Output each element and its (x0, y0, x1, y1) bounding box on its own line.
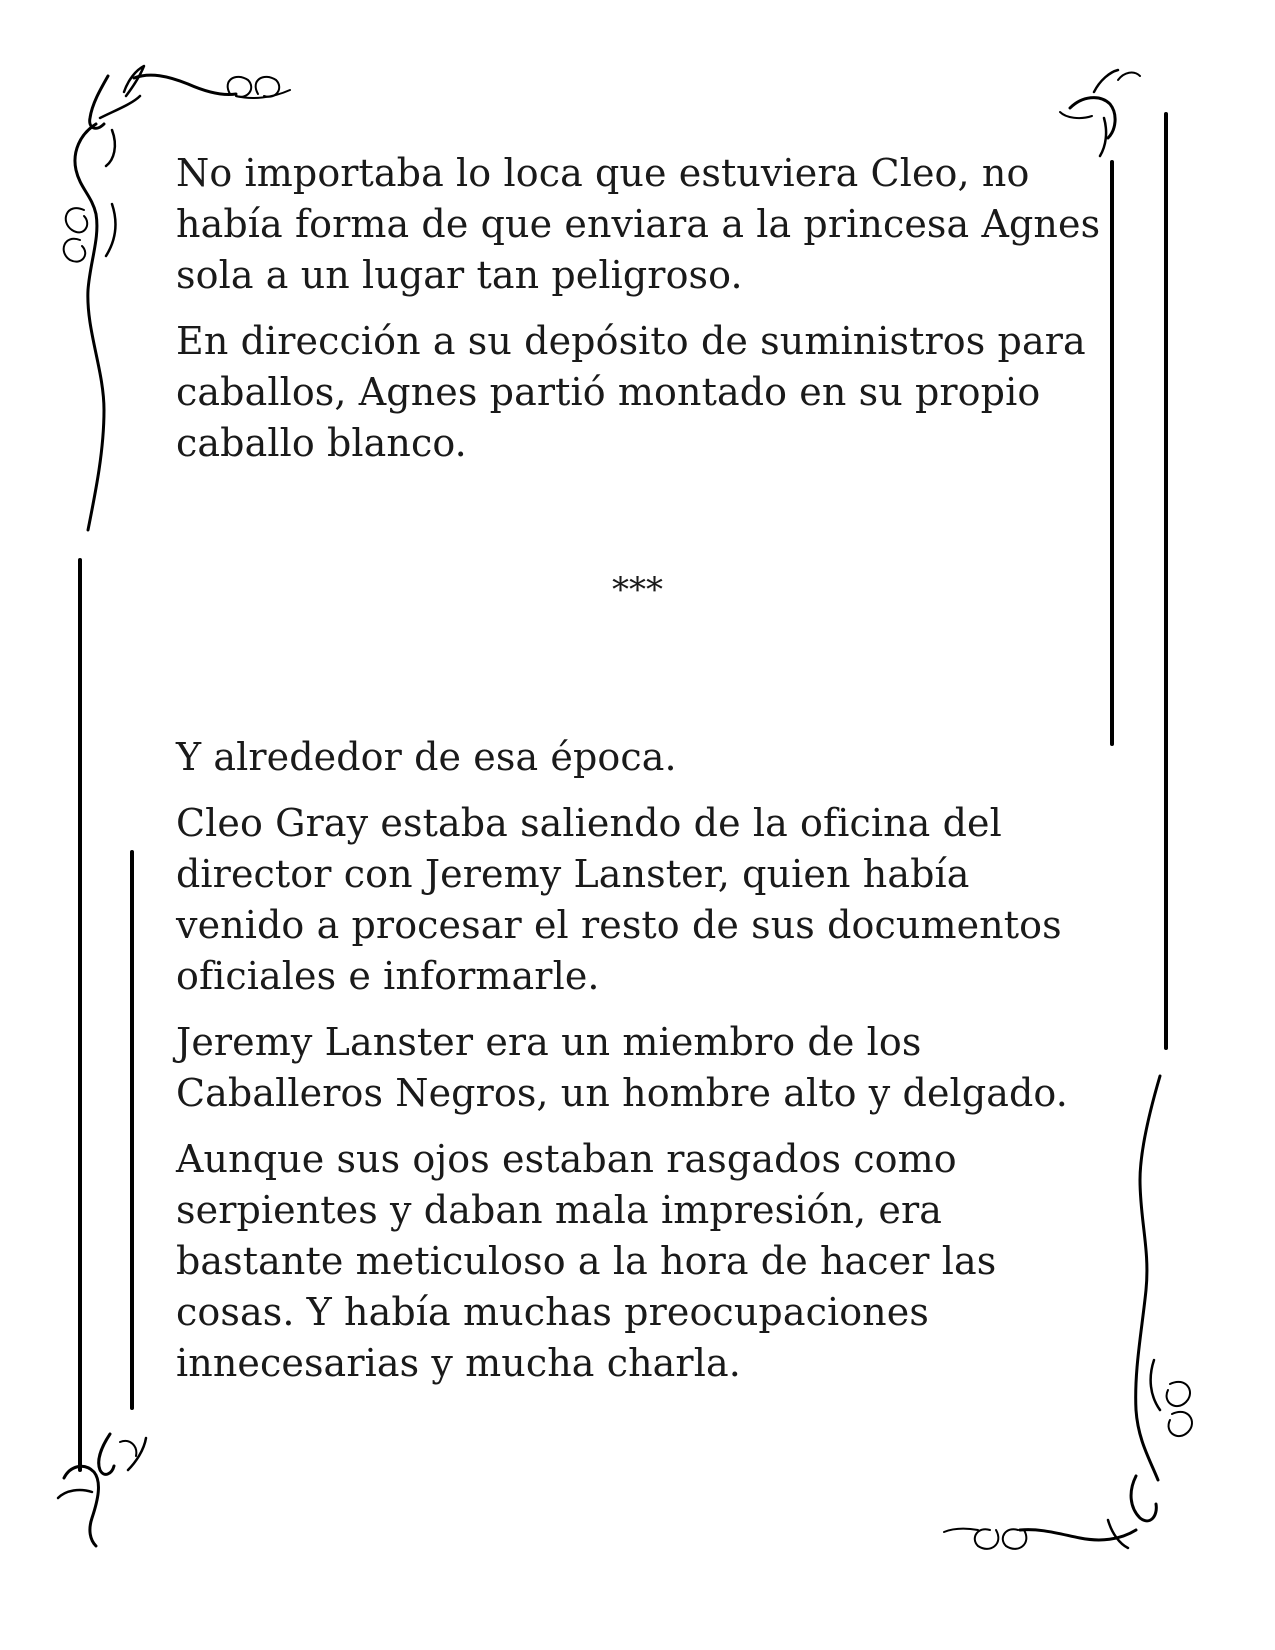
flourish-top-right (1060, 70, 1140, 156)
paragraph: No importaba lo loca que estuviera Cleo, no había forma de que enviara a la princesa Agnes sola a un lugar tan peligroso. (176, 151, 1101, 297)
text-block-lower (176, 732, 1106, 1404)
scene-break: *** (612, 570, 663, 610)
paragraph: Jeremy Lanster era un miembro de los Caballeros Negros, un hombre alto y delgado. (176, 1020, 1068, 1115)
paragraph: Aunque sus ojos estaban rasgados como serpientes y daban mala impresión, era bastante meticuloso a la hora de hacer las cosas. Y había muchas preocupaciones innecesarias y mucha charla. (176, 1137, 997, 1385)
flourish-bottom-left (58, 1434, 146, 1546)
paragraph: En dirección a su depósito de suministros para caballos, Agnes partió montado en su propio caballo blanco. (176, 319, 1086, 465)
paragraph: Y alrededor de esa época. (176, 735, 677, 779)
paragraph: Cleo Gray estaba saliendo de la oficina del director con Jeremy Lanster, quien había venido a procesar el resto de sus documentos oficiales e informarle. (176, 801, 1062, 998)
text-block-upper (176, 148, 1106, 484)
